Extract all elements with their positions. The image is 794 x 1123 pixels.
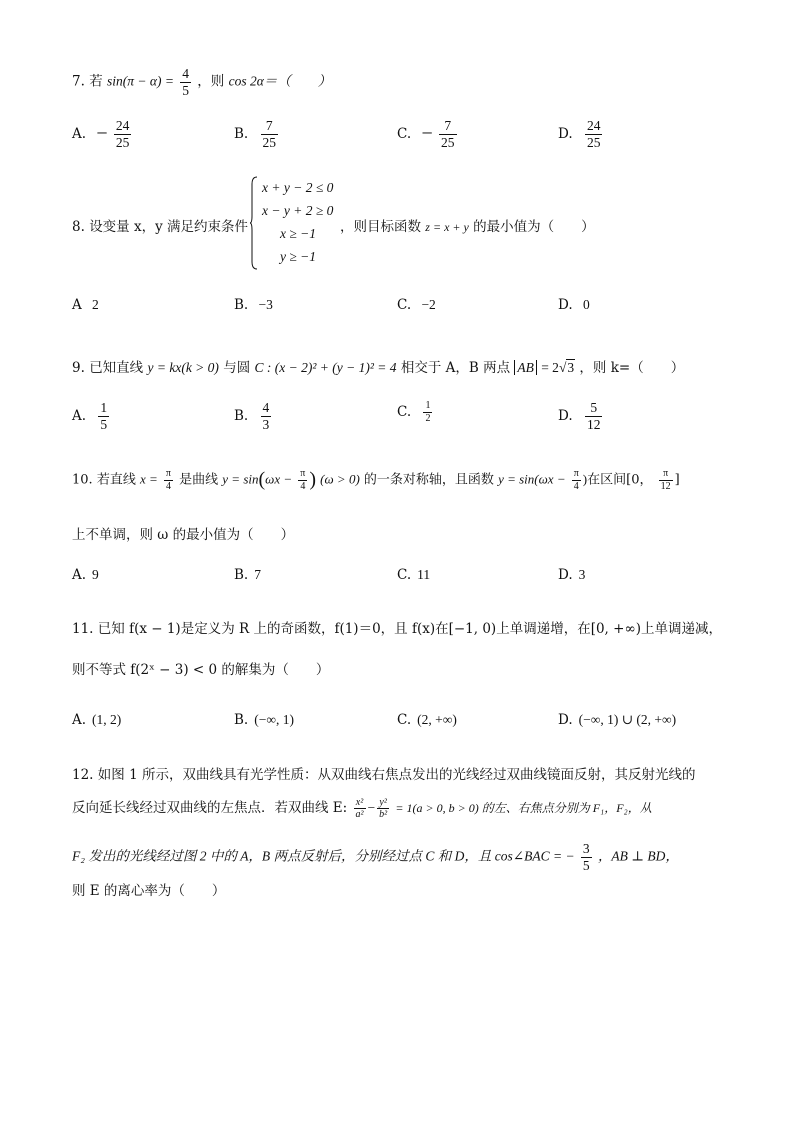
q10-line-2: 上不单调，则 ω 的最小值为（ ） bbox=[72, 527, 295, 543]
q10-curve-inner: ωx − bbox=[265, 471, 293, 487]
option-label: C. bbox=[397, 297, 412, 313]
option-denominator: 12 bbox=[586, 416, 601, 432]
question-8 bbox=[72, 215, 248, 235]
option-value: 7 bbox=[254, 567, 261, 582]
q7-prefix: 若 bbox=[89, 73, 103, 90]
fraction-numerator: π bbox=[165, 468, 171, 479]
q10-curve-fraction bbox=[298, 468, 307, 492]
q8-option-a[interactable] bbox=[72, 297, 99, 313]
fraction-denominator: 4 bbox=[165, 480, 171, 492]
q7-fraction-numerator: 4 bbox=[182, 66, 189, 81]
q10-pi-over-4 bbox=[164, 468, 173, 492]
q10-option-b[interactable] bbox=[234, 567, 261, 583]
q8-constraint-4: y ≥ −1 bbox=[280, 249, 317, 264]
q7-expression: sin(π − α) = bbox=[106, 73, 174, 89]
option-value: (2, +∞) bbox=[417, 712, 457, 727]
question-7 bbox=[72, 66, 331, 98]
option-label: A. bbox=[72, 125, 87, 142]
option-numerator: 5 bbox=[585, 400, 603, 417]
q9-circle-equation: C : (x − 2)² + (y − 1)² = 4 bbox=[254, 360, 397, 375]
option-fraction bbox=[114, 118, 132, 150]
option-label: A. bbox=[72, 407, 87, 424]
fraction-denominator: 4 bbox=[300, 480, 306, 492]
q12-line-2-start: 反向延长线经过双曲线的左焦点．若双曲线 E: bbox=[72, 800, 348, 816]
option-denominator: 25 bbox=[586, 134, 601, 150]
option-denominator: 5 bbox=[100, 416, 108, 432]
q10-curve-prefix: y = sin bbox=[222, 471, 259, 487]
option-denominator: 3 bbox=[262, 416, 270, 432]
q9-option-c[interactable] bbox=[397, 400, 434, 424]
q11-line-1: 已知 f(x − 1)是定义为 R 上的奇函数，f(1)＝0，且 f(x)在[−1, 0)上单调递增，在[0, +∞)上单调递减， bbox=[97, 621, 722, 637]
option-fraction bbox=[585, 400, 603, 432]
option-label: D. bbox=[558, 297, 573, 313]
option-label: A. bbox=[72, 567, 87, 583]
option-value: 0 bbox=[582, 297, 590, 312]
q8-option-b[interactable] bbox=[234, 297, 273, 313]
option-label: C. bbox=[397, 125, 412, 142]
q8-tail: 的最小值为（ ） bbox=[473, 219, 595, 235]
q10-x-equals: x = bbox=[139, 471, 158, 487]
fraction-numerator: π bbox=[573, 468, 579, 479]
question-10 bbox=[72, 468, 680, 492]
option-value: (−∞, 1) ∪ (2, +∞) bbox=[578, 712, 677, 727]
option-fraction bbox=[98, 400, 109, 432]
fraction-denominator: 12 bbox=[660, 480, 671, 492]
q9-prefix: 已知直线 bbox=[89, 360, 144, 376]
q7-option-d[interactable] bbox=[558, 118, 604, 150]
option-denominator: 2 bbox=[425, 412, 431, 424]
fraction-denominator: b² bbox=[379, 809, 388, 820]
q8-constraint-1: x + y − 2 ≤ 0 bbox=[262, 180, 334, 195]
q8-objective-line bbox=[340, 215, 595, 235]
option-label: B. bbox=[234, 297, 249, 313]
option-label: D. bbox=[558, 125, 573, 142]
option-label: B. bbox=[234, 567, 249, 583]
option-numerator: 4 bbox=[262, 400, 270, 415]
question-12 bbox=[72, 763, 695, 783]
option-fraction bbox=[439, 118, 457, 150]
q10-interval-open: 在区间[0， bbox=[587, 472, 653, 488]
q12-line-1: 如图 1 所示，双曲线具有光学性质：从双曲线右焦点发出的光线经过双曲线镜面反射，其反射光线的 bbox=[97, 767, 696, 783]
q12-three-fifths bbox=[581, 841, 592, 873]
option-numerator: 7 bbox=[439, 118, 457, 135]
fraction-numerator: π bbox=[300, 468, 306, 479]
q7-option-b[interactable] bbox=[234, 118, 280, 150]
q7-fraction bbox=[180, 66, 191, 98]
q11-option-c[interactable] bbox=[397, 712, 457, 728]
q10-connector: 是曲线 bbox=[179, 472, 219, 488]
q8-prefix: 设变量 x，y 满足约束条件 bbox=[89, 219, 249, 235]
q9-connector: 与圆 bbox=[223, 360, 251, 376]
q8-constraint-2: x − y + 2 ≥ 0 bbox=[262, 203, 334, 218]
q9-chord: AB bbox=[514, 360, 537, 375]
q10-number: 10. bbox=[72, 472, 93, 488]
q9-tail: ，则 k=（ ） bbox=[579, 360, 685, 376]
q9-option-d[interactable] bbox=[558, 400, 604, 432]
q12-x-fraction bbox=[354, 797, 366, 821]
q12-minus: − bbox=[367, 800, 376, 815]
option-fraction bbox=[261, 400, 272, 432]
q12-line-3 bbox=[72, 841, 679, 873]
fraction-denominator: 4 bbox=[573, 480, 579, 492]
q8-constraint-rows bbox=[262, 176, 333, 268]
option-numerator: 24 bbox=[586, 118, 601, 133]
option-value: −2 bbox=[421, 297, 436, 312]
q11-option-a[interactable] bbox=[72, 712, 121, 728]
option-label: D. bbox=[558, 712, 573, 728]
q7-fraction-denominator: 5 bbox=[182, 82, 189, 98]
q7-connector: ，则 bbox=[197, 73, 225, 90]
q9-number: 9. bbox=[72, 360, 85, 376]
question-9 bbox=[72, 356, 684, 376]
q12-line-3-start: F₂ 发出的光线经过图 2 中的 A，B 两点反射后，分别经过点 C 和 D，且 cos∠BAC = − bbox=[72, 848, 575, 864]
option-value: −3 bbox=[258, 297, 273, 312]
q9-equals: = 2 bbox=[541, 360, 559, 375]
q10-interval-close: ] bbox=[674, 472, 680, 488]
option-label: B. bbox=[234, 712, 249, 728]
option-sign: − bbox=[421, 122, 433, 145]
q10-option-a[interactable] bbox=[72, 567, 99, 583]
q10-option-c[interactable] bbox=[397, 567, 430, 583]
q7-tail: cos 2α＝（ ） bbox=[228, 73, 332, 89]
fraction-numerator: 3 bbox=[582, 841, 590, 856]
q10-prefix: 若直线 bbox=[96, 472, 136, 488]
fraction-numerator: y² bbox=[377, 797, 389, 810]
q10-connector-2: 的一条对称轴，且函数 bbox=[363, 472, 494, 488]
option-value: (1, 2) bbox=[92, 712, 122, 727]
q11-number: 11. bbox=[72, 621, 94, 637]
q10-condition: (ω > 0) bbox=[320, 471, 360, 487]
fraction-denominator: a² bbox=[355, 809, 364, 820]
option-numerator: 1 bbox=[100, 400, 108, 415]
option-label: A. bbox=[72, 712, 87, 728]
left-brace-icon bbox=[250, 176, 258, 270]
q12-y-fraction bbox=[377, 797, 389, 821]
q11-line-2: 则不等式 f(2ˣ − 3) < 0 的解集为（ ） bbox=[72, 662, 330, 678]
option-numerator: 1 bbox=[425, 400, 431, 411]
option-label: C. bbox=[397, 567, 412, 583]
option-value: 9 bbox=[92, 567, 99, 582]
option-label: D. bbox=[558, 407, 573, 424]
q7-number: 7. bbox=[72, 73, 85, 90]
q9-radicand: 3 bbox=[567, 360, 575, 375]
left-paren-icon: ( bbox=[258, 468, 266, 491]
q10-pi-over-12 bbox=[659, 468, 673, 492]
q8-number: 8. bbox=[72, 219, 85, 235]
option-numerator: 7 bbox=[261, 118, 279, 135]
q9-intersection: 相交于 A，B 两点 bbox=[400, 360, 511, 376]
q9-option-a[interactable] bbox=[72, 400, 111, 432]
q12-line-2-end: = 1(a > 0, b > 0) 的左、右焦点分别为 F₁，F₂，从 bbox=[395, 801, 652, 815]
option-value: 2 bbox=[92, 297, 99, 312]
q12-number: 12. bbox=[72, 767, 94, 783]
right-paren-icon: ) bbox=[309, 468, 317, 491]
q8-connector: ，则目标函数 bbox=[340, 219, 421, 235]
q9-option-b[interactable] bbox=[234, 400, 273, 432]
fraction-numerator: x² bbox=[354, 797, 366, 810]
q7-option-a[interactable] bbox=[72, 118, 133, 150]
q11-option-d[interactable] bbox=[558, 712, 676, 728]
q8-objective: z = x + y bbox=[425, 220, 469, 234]
option-denominator: 25 bbox=[262, 134, 277, 150]
option-value: (−∞, 1) bbox=[254, 712, 294, 727]
q10-function-close: ) bbox=[582, 471, 588, 487]
option-fraction bbox=[423, 400, 432, 424]
option-label: D. bbox=[558, 567, 573, 583]
option-numerator: 24 bbox=[115, 118, 130, 133]
option-value: 11 bbox=[417, 567, 431, 582]
q10-function-fraction bbox=[572, 468, 581, 492]
q8-option-c[interactable] bbox=[397, 297, 436, 313]
option-label: A bbox=[72, 297, 82, 313]
q10-function-prefix: y = sin(ωx − bbox=[498, 471, 566, 487]
sqrt-icon: √ bbox=[558, 360, 567, 375]
option-label: B. bbox=[234, 407, 249, 424]
option-label: C. bbox=[397, 403, 412, 420]
q12-line-4: 则 E 的离心率为（ ） bbox=[72, 883, 226, 899]
q7-option-c[interactable] bbox=[397, 118, 459, 150]
option-label: B. bbox=[234, 125, 249, 142]
q12-line-3-end: ，AB ⊥ BD， bbox=[597, 848, 679, 864]
fraction-numerator: π bbox=[659, 468, 673, 481]
option-denominator: 25 bbox=[441, 134, 455, 150]
option-denominator: 25 bbox=[115, 134, 130, 150]
q12-line-2 bbox=[72, 796, 652, 821]
q10-option-d[interactable] bbox=[558, 567, 585, 583]
q8-option-d[interactable] bbox=[558, 297, 590, 313]
option-label: C. bbox=[397, 712, 412, 728]
option-fraction bbox=[585, 118, 603, 150]
option-value: 3 bbox=[578, 567, 586, 582]
fraction-denominator: 5 bbox=[582, 857, 590, 873]
option-fraction bbox=[261, 118, 279, 150]
q11-option-b[interactable] bbox=[234, 712, 294, 728]
option-sign: − bbox=[96, 122, 108, 145]
question-11 bbox=[72, 617, 722, 637]
q9-line-equation: y = kx(k > 0) bbox=[147, 360, 219, 375]
q8-constraint-3: x ≥ −1 bbox=[280, 226, 317, 241]
